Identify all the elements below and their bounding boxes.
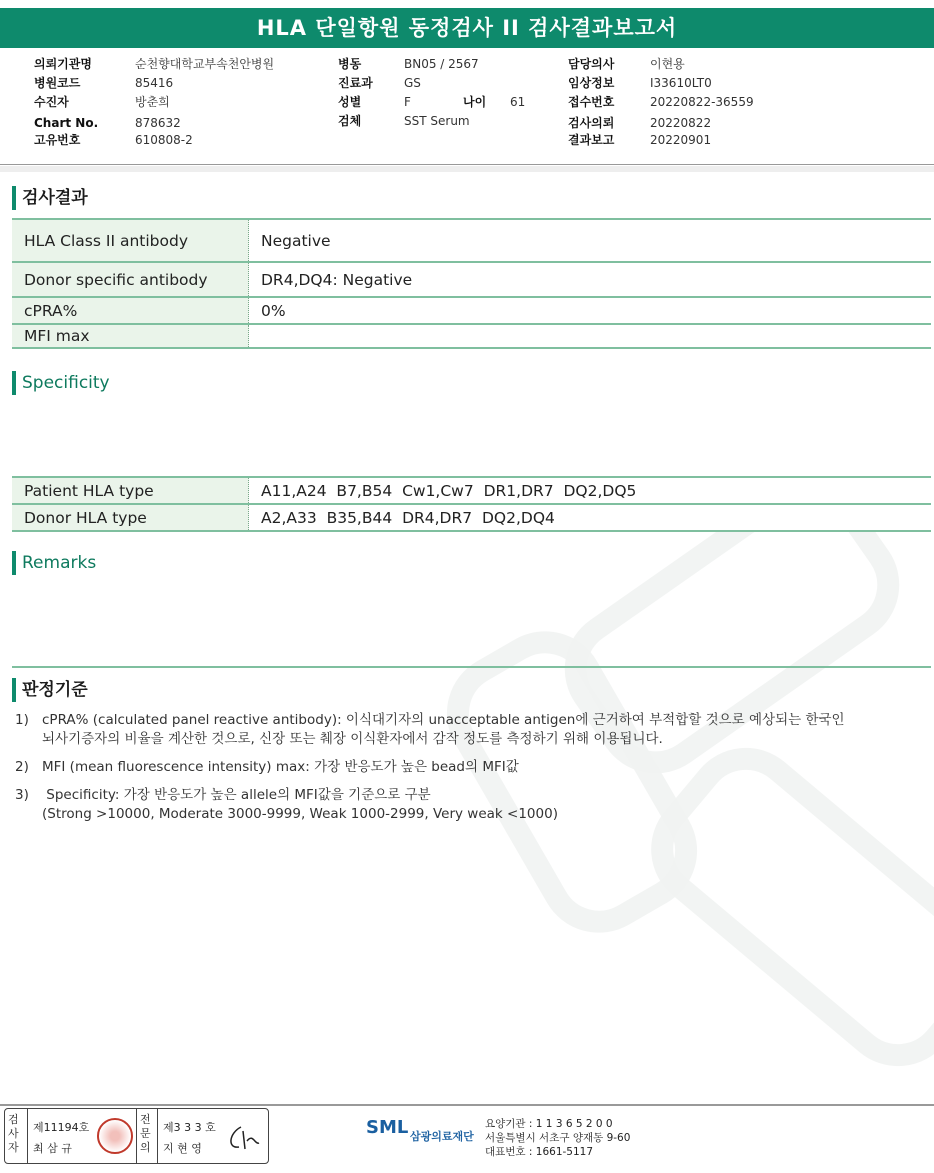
row-value xyxy=(249,324,932,348)
inspector-license: 제11194호 xyxy=(33,1121,90,1134)
criteria-item xyxy=(15,758,915,778)
remarks-title: Remarks xyxy=(12,551,96,575)
info-label: 병동 xyxy=(338,57,362,71)
verifier-license: 제3 3 3 호 xyxy=(163,1121,216,1134)
divider xyxy=(157,1109,158,1163)
table-row xyxy=(12,297,931,324)
org-line: 서울특별시 서초구 양재동 9-60 xyxy=(485,1132,631,1144)
row-label: HLA Class II antibody xyxy=(12,219,249,262)
row-label: cPRA% xyxy=(12,297,249,324)
info-label: 고유번호 xyxy=(34,133,81,147)
specificity-title: Specificity xyxy=(12,371,110,395)
divider xyxy=(0,164,934,165)
footer xyxy=(0,1105,934,1173)
info-label: 검사의뢰 xyxy=(568,116,615,130)
table-row xyxy=(12,477,931,504)
info-value: I33610LT0 xyxy=(650,76,712,90)
divider xyxy=(136,1109,137,1163)
org-line: 요양기관 : 1 1 3 6 5 2 0 0 xyxy=(485,1118,613,1130)
info-label: 검체 xyxy=(338,114,362,128)
row-label: Donor HLA type xyxy=(12,504,249,531)
criteria-item xyxy=(15,786,915,826)
results-title: 검사결과 xyxy=(12,186,88,210)
results-table xyxy=(12,218,931,349)
divider xyxy=(27,1109,28,1163)
info-value: 20220901 xyxy=(650,133,712,147)
criteria-text: 뇌사기증자의 비율을 계산한 것으로, 신장 또는 췌장 이식환자에서 감작 정도를 측정하기 위해 이용됩니다. xyxy=(42,731,663,747)
hla-type-table xyxy=(12,476,931,532)
criteria-text: (Strong >10000, Moderate 3000-9999, Weak 1000-2999, Very weak <1000) xyxy=(42,806,558,822)
row-value: DR4,DQ4: Negative xyxy=(249,262,932,297)
sml-logo: SML xyxy=(366,1117,409,1138)
criteria-item xyxy=(15,711,915,751)
row-value: Negative xyxy=(249,219,932,262)
criteria-number: 1) xyxy=(15,712,29,728)
table-row xyxy=(12,324,931,348)
row-label: MFI max xyxy=(12,324,249,348)
info-label: 임상정보 xyxy=(568,76,615,90)
info-value: 610808-2 xyxy=(135,133,193,147)
row-value: A2,A33 B35,B44 DR4,DR7 DQ2,DQ4 xyxy=(249,504,932,531)
info-value: 순천향대학교부속천안병원 xyxy=(135,57,275,71)
info-label: 의뢰기관명 xyxy=(34,57,92,71)
info-value: 61 xyxy=(510,95,526,109)
info-label: 수진자 xyxy=(34,95,69,109)
info-value: 방춘희 xyxy=(135,95,170,109)
org-line: 대표번호 : 1661-5117 xyxy=(485,1146,594,1158)
info-label: 나이 xyxy=(463,95,487,109)
background-watermark xyxy=(627,723,934,1090)
table-row xyxy=(12,219,931,262)
info-label: 담당의사 xyxy=(568,57,615,71)
info-value: GS xyxy=(404,76,421,90)
seal-stamp xyxy=(97,1118,133,1154)
signature-mark xyxy=(223,1123,263,1153)
signature-box xyxy=(4,1108,269,1164)
org-name: 삼광의료재단 xyxy=(410,1130,474,1143)
criteria-number: 2) xyxy=(15,759,29,775)
info-value: SST Serum xyxy=(404,114,470,128)
criteria-text: Specificity: 가장 반응도가 높은 allele의 MFI값을 기준으로 구분 xyxy=(42,787,431,803)
info-value: 85416 xyxy=(135,76,174,90)
org-contact xyxy=(485,1117,630,1159)
info-label: 성별 xyxy=(338,95,362,109)
criteria-title: 판정기준 xyxy=(12,678,88,702)
info-value: 20220822 xyxy=(650,116,712,130)
info-label: 결과보고 xyxy=(568,133,615,147)
divider xyxy=(12,666,931,668)
info-value: 878632 xyxy=(135,116,181,130)
divider-band xyxy=(0,166,934,172)
inspector-label: 검사자 xyxy=(8,1113,19,1154)
info-label: 접수번호 xyxy=(568,95,615,109)
info-value: 이현용 xyxy=(650,57,685,71)
table-row xyxy=(12,504,931,531)
info-label: 진료과 xyxy=(338,76,373,90)
verifier-name: 지 현 영 xyxy=(163,1142,202,1155)
row-label: Patient HLA type xyxy=(12,477,249,504)
criteria-text: cPRA% (calculated panel reactive antibody): 이식대기자의 unacceptable antigen에 근거하여 부적합할 것으로 예상되는 한국인 xyxy=(42,712,845,728)
row-label: Donor specific antibody xyxy=(12,262,249,297)
criteria-number: 3) xyxy=(15,787,29,803)
inspector-name: 최 삼 규 xyxy=(33,1142,72,1155)
patient-info xyxy=(0,0,934,160)
report-title: HLA 단일항원 동정검사 II 검사결과보고서 xyxy=(0,8,934,48)
info-value: BN05 / 2567 xyxy=(404,57,479,71)
row-value: A11,A24 B7,B54 Cw1,Cw7 DR1,DR7 DQ2,DQ5 xyxy=(249,477,932,504)
table-row xyxy=(12,262,931,297)
verifier-label: 전문의 xyxy=(140,1113,151,1154)
row-value: 0% xyxy=(249,297,932,324)
info-label: 병원코드 xyxy=(34,76,81,90)
info-label: Chart No. xyxy=(34,116,99,130)
info-value: F xyxy=(404,95,411,109)
criteria-text: MFI (mean fluorescence intensity) max: 가장 반응도가 높은 bead의 MFI값 xyxy=(42,759,519,775)
info-value: 20220822-36559 xyxy=(650,95,754,109)
